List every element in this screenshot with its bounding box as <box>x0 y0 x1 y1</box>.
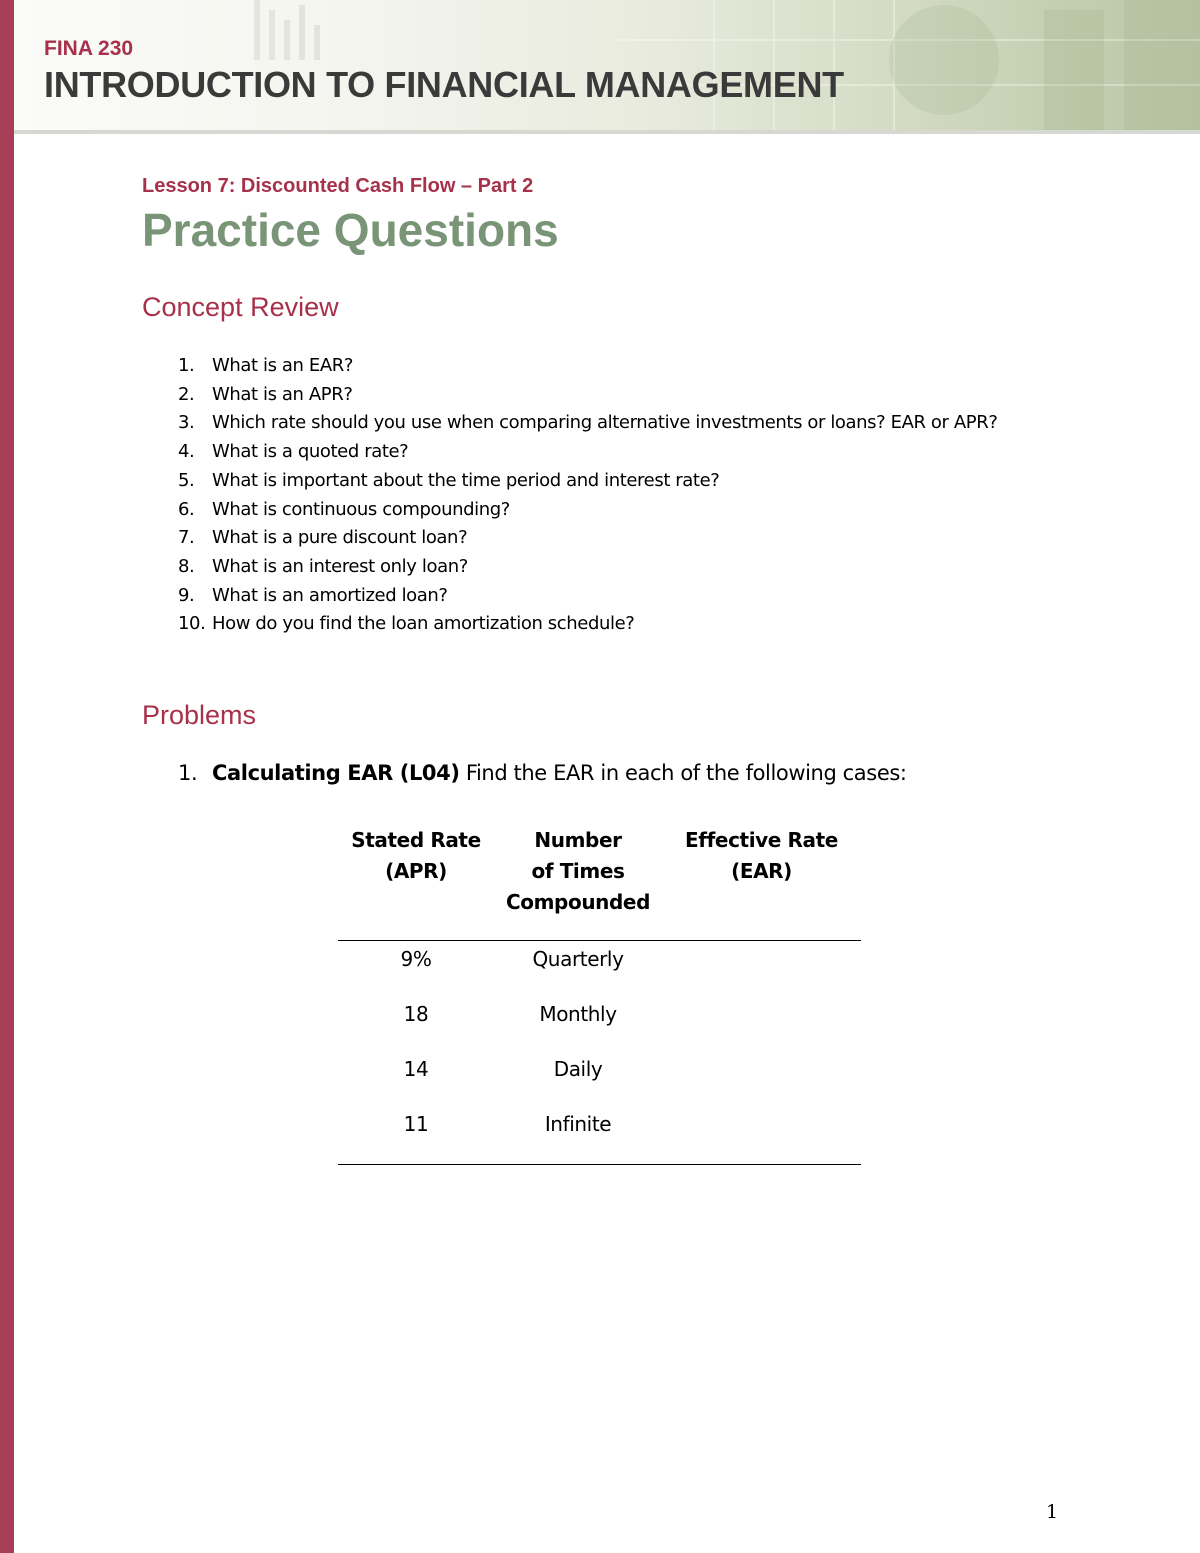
list-item-number: 1. <box>178 355 195 376</box>
cell-apr: 11 <box>338 1109 494 1165</box>
concept-review-heading: Concept Review <box>142 292 339 322</box>
header-banner <box>14 0 1200 130</box>
list-item-number: 10. <box>178 613 206 635</box>
list-item-text: What is an EAR? <box>212 355 354 376</box>
table-row <box>338 1109 861 1165</box>
cell-times: Monthly <box>539 1002 617 1026</box>
concept-review-list <box>178 352 1008 639</box>
cell-times: Quarterly <box>532 947 624 971</box>
header-line: (EAR) <box>731 859 792 883</box>
course-title: INTRODUCTION TO FINANCIAL MANAGEMENT <box>44 64 844 105</box>
column-header-effective-rate <box>662 825 861 941</box>
list-item <box>178 553 1008 582</box>
list-item-text: What is a pure discount loan? <box>212 527 468 549</box>
cell-apr: 18 <box>403 1002 429 1026</box>
list-item-text: What is continuous compounding? <box>212 498 510 520</box>
cell-times: Infinite <box>494 1109 662 1165</box>
problem-number: 1. <box>178 761 198 785</box>
cell-ear <box>662 1109 861 1165</box>
problems-heading: Problems <box>142 700 257 730</box>
lesson-label: Lesson 7: Discounted Cash Flow – Part 2 <box>142 175 534 197</box>
list-item-text: What is an interest only loan? <box>212 555 468 577</box>
cell-ear <box>662 1054 861 1109</box>
header-line: of Times <box>531 859 625 883</box>
column-header-times-compounded <box>494 825 662 941</box>
list-item-number: 9. <box>178 584 195 606</box>
problem-title: Calculating EAR (L04) <box>212 761 460 785</box>
list-item-number: 7. <box>178 527 195 549</box>
table-row <box>338 999 861 1054</box>
cell-times: Daily <box>553 1057 603 1081</box>
table-row <box>338 1054 861 1109</box>
left-accent-bar <box>0 0 14 1553</box>
list-item-number: 4. <box>178 441 195 463</box>
header-line: Effective Rate <box>685 828 838 852</box>
list-item-number: 8. <box>178 555 195 577</box>
list-item-text: What is an amortized loan? <box>212 584 448 606</box>
list-item <box>178 524 1008 553</box>
page-number: 1 <box>1046 1501 1059 1523</box>
list-item-text: What is a quoted rate? <box>212 441 409 463</box>
header-line: (APR) <box>385 859 447 883</box>
list-item <box>178 381 1008 410</box>
cell-ear <box>662 999 861 1054</box>
header-line: Number <box>534 828 622 852</box>
problem-text: Find the EAR in each of the following cases: <box>465 761 907 785</box>
table-header-row <box>338 825 861 941</box>
list-item <box>178 582 1008 611</box>
list-item <box>178 610 1008 639</box>
list-item <box>178 496 1008 525</box>
list-item-text: Which rate should you use when comparing alternative investments or loans? EAR or APR? <box>212 412 998 434</box>
list-item <box>178 409 1008 438</box>
cell-ear <box>662 941 861 1000</box>
list-item <box>178 352 1008 381</box>
header-divider <box>14 130 1200 134</box>
list-item-number: 5. <box>178 469 195 491</box>
list-item-number: 6. <box>178 498 195 520</box>
page-title: Practice Questions <box>142 204 559 256</box>
table-row <box>338 941 861 1000</box>
ear-table <box>338 825 861 1165</box>
cell-apr: 9% <box>400 947 432 971</box>
header-line: Compounded <box>506 890 650 914</box>
list-item-text: What is important about the time period and interest rate? <box>212 469 720 491</box>
course-code: FINA 230 <box>44 37 134 60</box>
list-item <box>178 438 1008 467</box>
list-item-number: 2. <box>178 383 195 405</box>
list-item <box>178 467 1008 496</box>
list-item-text: How do you find the loan amortization schedule? <box>212 613 635 635</box>
list-item-text: What is an APR? <box>212 383 353 405</box>
column-header-stated-rate <box>338 825 494 941</box>
header-line: Stated Rate <box>351 828 481 852</box>
cell-apr: 14 <box>403 1057 429 1081</box>
list-item-number: 3. <box>178 412 195 434</box>
problem-item <box>178 758 907 788</box>
